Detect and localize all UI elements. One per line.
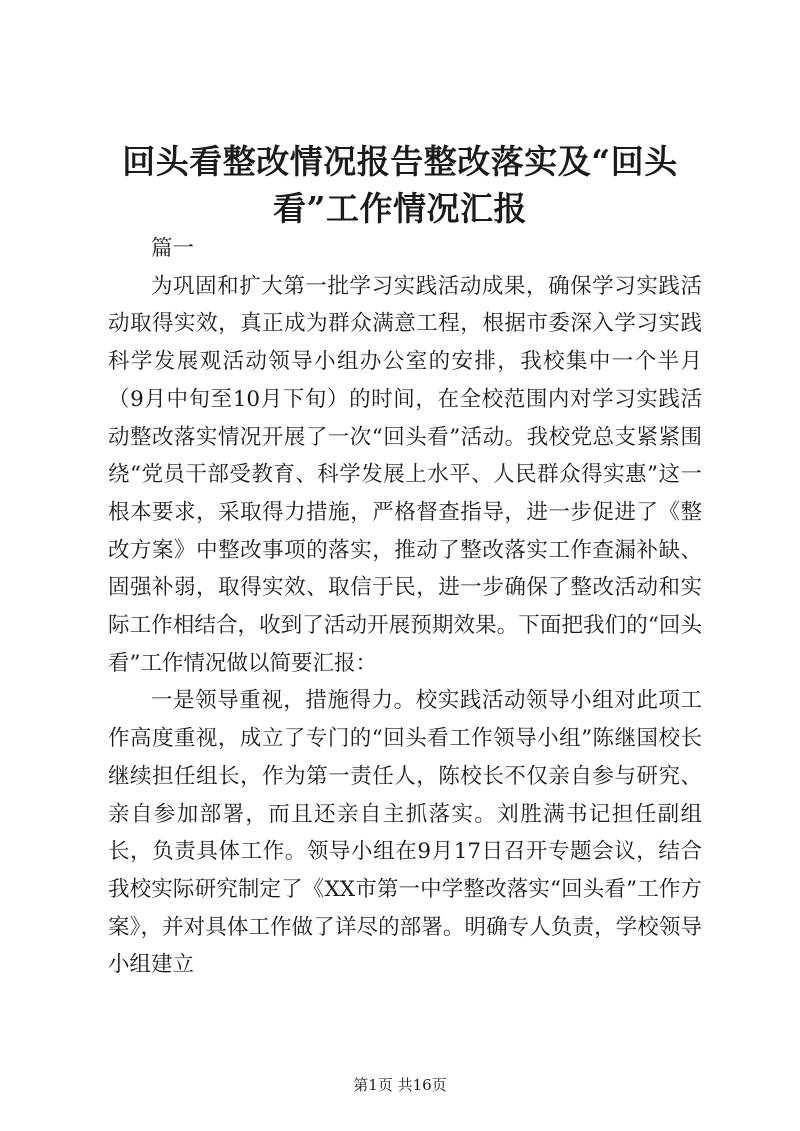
page-footer: 第1页 共16页 [353, 1076, 447, 1094]
document-body [108, 230, 702, 984]
document-title: 回头看整改情况报告整改落实及“回头看”工作情况汇报 [122, 142, 678, 228]
section-label: 篇一 [151, 236, 195, 261]
paragraph-leadership: 一是领导重视，措施得力。校实践活动领导小组对此项工作高度重视，成立了专门的“回头看工作领导小组”陈继国校长继续担任组长，作为第一责任人，陈校长不仅亲自参与研究、亲自参加部署，而且还亲自主抓落实。刘胜满书记担任副组长，负责具体工作。领导小组在9月17日召开专题会议，结合我校实际研究制定了《XX市第一中学整改落实“回头看”工作方案》，并对具体工作做了详尽的部署。明确专人负责，学校领导小组建立 [108, 688, 702, 978]
paragraph-intro: 为巩固和扩大第一批学习实践活动成果，确保学习实践活动取得实效，真正成为群众满意工程，根据市委深入学习实践科学发展观活动领导小组办公室的安排，我校集中一个半月（9月中旬至10月下旬）的时间，在全校范围内对学习实践活动整改落实情况开展了一次“回头看”活动。我校党总支紧紧围绕“党员干部受教育、科学发展上水平、人民群众得实惠”这一根本要求，采取得力措施，严格督查指导，进一步促进了《整改方案》中整改事项的落实，推动了整改落实工作查漏补缺、固强补弱，取得实效、取信于民，进一步确保了整改活动和实际工作相结合，收到了活动开展预期效果。下面把我们的“回头看”工作情况做以简要汇报： [108, 273, 702, 676]
